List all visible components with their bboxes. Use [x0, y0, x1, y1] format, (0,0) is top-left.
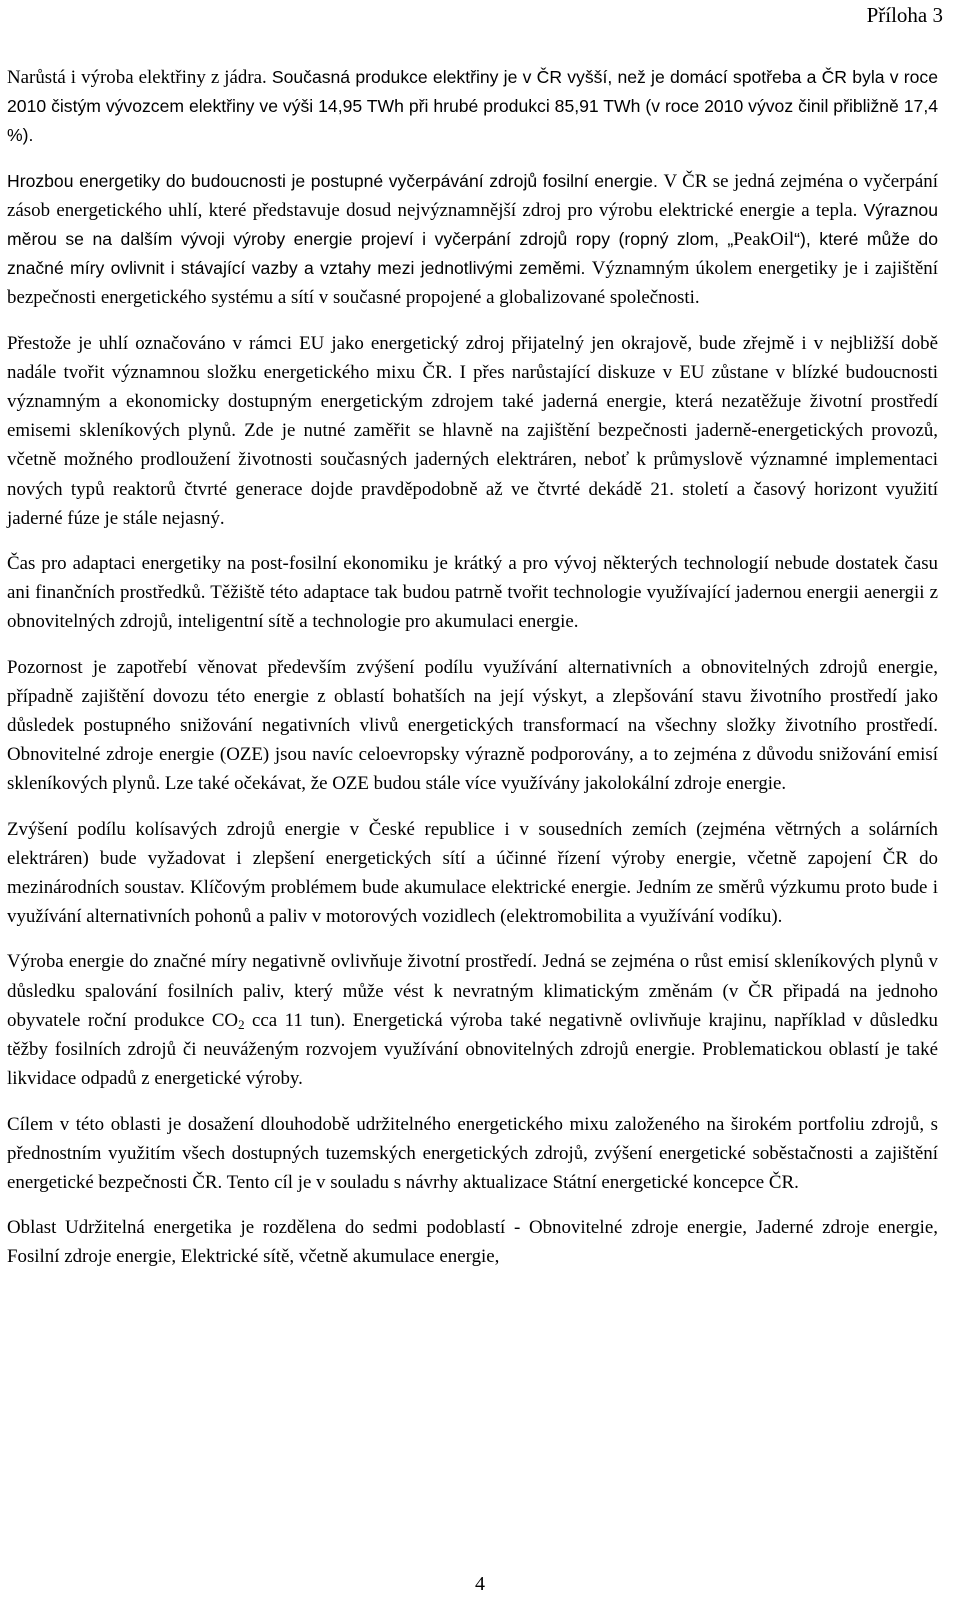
- paragraph-9: Oblast Udržitelná energetika je rozdělena do sedmi podoblastí - Obnovitelné zdroje energie, Jaderné zdroje energie, Fosilní zdroje energie, Elektrické sítě, včetně akumulace energie,: [7, 1217, 938, 1268]
- paragraph-2-part-b: V ČR se jedná zejména o vyčerpání zásob energetického uhlí, které představuje dosud nejvýznamnější zdroj pro výrobu elektrické energie a tepla.: [7, 170, 938, 221]
- paragraph-7: [7, 947, 938, 1093]
- paragraph-7-part-a: Výroba energie do značné míry negativně ovlivňuje životní prostředí. Jedná se zejména o růst emisí skleníkových plynů v důsledku spalování fosilních paliv, který může vést k nevratným klimatickým změnám (v ČR připadá na jednoho obyvatele roční produkce CO: [7, 951, 938, 1031]
- paragraph-6: Zvýšení podílu kolísavých zdrojů energie v České republice i v sousedních zemích (zejména větrných a solárních elektráren) bude vyžadovat i zlepšení energetických sítí a účinné řízení výroby energie, včetně zapojení ČR do mezinárodních soustav. Klíčovým problémem bude akumulace elektrické energie. Jedním ze směrů výzkumu proto bude i využívání alternativních pohonů a paliv v motorových vozidlech (elektromobilita a využívání vodíku).: [7, 818, 938, 928]
- paragraph-2-part-e: “), které může do značné míry ovlivnit i stávající vazby a vztahy mezi jednotlivými zeměmi.: [7, 229, 938, 279]
- paragraph-3: Přestože je uhlí označováno v rámci EU jako energetický zdroj přijatelný jen okrajově, bude zřejmě i v nejbližší době nadále tvořit významnou složku energetického mixu ČR. I přes narůstající diskuze v EU zůstane v blízké budoucnosti významným a ekonomicky dostupným energetickým zdrojem také jaderná energie, která nezatěžuje životní prostředí emisemi skleníkových plynů. Zde je nutné zaměřit se hlavně na zajištění bezpečnosti jaderně-energetických provozů, včetně možného prodloužení životnosti současných jaderných elektráren, neboť k průmyslově významné implementaci nových typů reaktorů čtvrté generace dojde pravděpodobně až ve čtvrté dekádě 21. století a časový horizont využití jaderné fúze je stále nejasný.: [7, 332, 938, 529]
- paragraph-5: Pozornost je zapotřebí věnovat především zvýšení podílu využívání alternativních a obnovitelných zdrojů energie, případně zajištění dovozu této energie z oblastí bohatších na její výskyt, a zlepšování stavu životního prostředí jako důsledek postupného snižování negativních vlivů energetických transformací na všechny složky životního prostředí. Obnovitelné zdroje energie (OZE) jsou navíc celoevropsky výrazně podporovány, a to zejména z důvodu snižování emisí skleníkových plynů. Lze také očekávat, že OZE budou stále více využívány jakolokální zdroje energie.: [7, 656, 938, 795]
- paragraph-2-part-a: Hrozbou energetiky do budoucnosti je postupné vyčerpávání zdrojů fosilní energie.: [7, 170, 664, 191]
- paragraph-4: Čas pro adaptaci energetiky na post-fosilní ekonomiku je krátký a pro vývoj některých technologií nebude dostatek času ani finančních prostředků. Těžiště této adaptace tak budou patrně tvořit technologie využívající jadernou energii aenergii z obnovitelných zdrojů, inteligentní sítě a technologie pro akumulaci energie.: [7, 553, 938, 633]
- paragraph-2-part-f: Významným úkolem energetiky je i zajištění bezpečnosti energetického systému a sítí v současné propojené a globalizované společnosti.: [7, 258, 938, 309]
- co2-subscript: 2: [238, 1016, 245, 1032]
- document-body: [7, 63, 938, 1288]
- appendix-label: Příloha 3: [866, 3, 943, 27]
- paragraph-2: [7, 167, 938, 313]
- paragraph-2-part-d: PeakOil: [733, 229, 795, 251]
- paragraph-7-part-b: cca 11 tun). Energetická výroba také negativně ovlivňuje krajinu, například v důsledku těžby fosilních zdrojů či neuváženým rozvojem využívání obnovitelných zdrojů energie. Problematickou oblastí je také likvidace odpadů z energetické výroby.: [7, 1009, 938, 1090]
- paragraph-1-body: Současná produkce elektřiny je v ČR vyšší, než je domácí spotřeba a ČR byla v roce 2010 čistým vývozcem elektřiny ve výši 14,95 TWh při hrubé produkci 85,91 TWh (v roce 2010 vývoz činil přibližně 17,4 %).: [7, 67, 939, 146]
- paragraph-8: Cílem v této oblasti je dosažení dlouhodobě udržitelného energetického mixu založeného na širokém portfoliu zdrojů, s přednostním využitím všech dostupných tuzemských energetických zdrojů, zvýšení energetické soběstačnosti a zajištění energetické bezpečnosti ČR. Tento cíl je v souladu s návrhy aktualizace Státní energetické koncepce ČR.: [7, 1113, 938, 1193]
- paragraph-1-lead: Narůstá i výroba elektřiny z jádra.: [7, 67, 272, 88]
- page-number: 4: [475, 1573, 485, 1595]
- paragraph-2-part-c: Výraznou měrou se na dalším vývoji výroby energie projeví i vyčerpání zdrojů ropy (ropný zlom, „: [7, 199, 938, 250]
- paragraph-1: [7, 63, 938, 151]
